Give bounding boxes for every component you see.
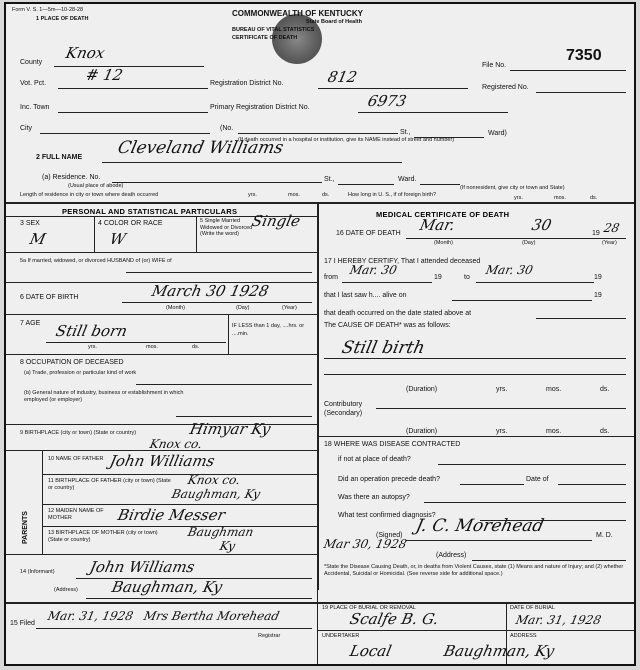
- place-of-death-label: 1 PLACE OF DEATH: [36, 16, 89, 22]
- certificate-heading: CERTIFICATE OF DEATH: [232, 35, 298, 41]
- marital-label: 5 Single Married Widowed or Divorced (Write the word): [200, 218, 253, 238]
- age-label: 7 AGE: [20, 320, 41, 327]
- confirmed-label: What test confirmed diagnosis?: [338, 512, 436, 519]
- primary-reg-label: Primary Registration District No.: [210, 104, 310, 111]
- sex-value: M: [28, 230, 48, 248]
- father-birthplace-line2: Baughman, Ky: [170, 487, 262, 501]
- occupation-a-label: (a) Trade, profession or particular kind of work: [24, 370, 137, 376]
- registrar-name: Mrs Bertha Morehead: [142, 609, 281, 623]
- residence-note: (Usual place of abode): [68, 183, 124, 189]
- undertaker-address: Baughman, Ky: [442, 642, 557, 660]
- how-long-ds: ds.: [590, 195, 598, 201]
- how-long-label: How long in U. S., if of foreign birth?: [348, 192, 437, 198]
- length-yrs: yrs.: [248, 192, 257, 198]
- death-year-prefix: 19: [592, 230, 600, 237]
- city-label: City: [20, 125, 33, 132]
- spouse-label: 5a If married, widowed, or divorced HUSBAND of (or) WIFE of: [20, 258, 172, 264]
- filed-label: 15 Filed: [10, 620, 35, 627]
- death-date-label: 16 DATE OF DEATH: [336, 230, 401, 237]
- birthplace-line1: Himyar Ky: [188, 420, 273, 438]
- sex-label: 3 SEX: [20, 220, 40, 227]
- county-label: County: [20, 59, 43, 66]
- inc-town-label: Inc. Town: [20, 104, 50, 111]
- death-month-caption: (Month): [434, 240, 453, 246]
- age-yrs: yrs.: [88, 344, 97, 350]
- registered-no-label: Registered No.: [482, 84, 529, 91]
- vot-label: Vot. Pct.: [20, 80, 47, 87]
- father-name-label: 10 NAME OF FATHER: [48, 456, 104, 462]
- to-date: Mar. 30: [484, 263, 535, 277]
- death-day: 30: [530, 216, 554, 234]
- duration2-ds: ds.: [600, 428, 610, 435]
- duration-ds: ds.: [600, 386, 610, 393]
- father-name-value: John Williams: [108, 452, 217, 470]
- birthplace-line2: Knox co.: [148, 437, 204, 451]
- file-no: 7350: [566, 47, 602, 64]
- father-birthplace-line1: Knox co.: [186, 473, 242, 487]
- mother-birthplace-line2: Ky: [218, 539, 237, 553]
- undertaker-label: UNDERTAKER: [322, 633, 360, 639]
- to-year-prefix: 19: [594, 274, 602, 281]
- primary-reg-value: 6973: [366, 92, 409, 110]
- burial-value: Scalfe B. G.: [348, 610, 441, 628]
- father-birthplace-label: 11 BIRTHPLACE OF FATHER (city or town) (State or country): [48, 478, 171, 491]
- mother-birthplace-label: 13 BIRTHPLACE OF MOTHER (city or town) (State or country): [48, 530, 158, 543]
- duration2-label: (Duration): [406, 428, 438, 435]
- signed-label: (Signed): [376, 532, 403, 539]
- informant-address-value: Baughman, Ky: [110, 578, 225, 596]
- death-certificate: [4, 2, 636, 666]
- mother-name-value: Birdie Messer: [116, 506, 227, 524]
- date-of-label: Date of: [526, 476, 549, 483]
- burial-date-label: DATE OF BURIAL: [510, 605, 555, 611]
- commonwealth-heading: COMMONWEALTH OF KENTUCKY: [232, 9, 363, 18]
- death-month: Mar.: [418, 216, 457, 234]
- last-saw-year-prefix: 19: [594, 292, 602, 299]
- occupation-label: 8 OCCUPATION OF DECEASED: [20, 359, 124, 366]
- dob-label: 6 DATE OF BIRTH: [20, 294, 79, 301]
- operation-label: Did an operation precede death?: [338, 476, 440, 483]
- color-value: W: [108, 230, 128, 248]
- cause-value: Still birth: [339, 338, 427, 358]
- medical-heading: MEDICAL CERTIFICATE OF DEATH: [376, 210, 510, 219]
- md-label: M. D.: [596, 532, 613, 539]
- duration-yrs: yrs.: [496, 386, 508, 393]
- dob-value: March 30 1928: [150, 282, 271, 300]
- full-name-value: Cleveland Williams: [115, 138, 286, 158]
- vot-value: # 12: [84, 66, 125, 84]
- age-value: Still born: [54, 322, 129, 340]
- board-heading: State Board of Health: [306, 19, 362, 25]
- undertaker-value: Local: [348, 642, 394, 660]
- duration-mos: mos.: [546, 386, 562, 393]
- undertaker-address-label: ADDRESS: [510, 633, 537, 639]
- personal-heading: PERSONAL AND STATISTICAL PARTICULARS: [62, 207, 238, 216]
- form-id: Form V. S. 1—5m—10-28-28: [12, 7, 84, 13]
- from-year-prefix: 19: [434, 274, 442, 281]
- mother-name-label: 12 MAIDEN NAME OF MOTHER: [48, 508, 104, 521]
- how-long-mos: mos.: [554, 195, 566, 201]
- dob-year: (Year): [282, 305, 297, 311]
- length-of-residence-label: Length of residence in city or town where death occurred: [20, 192, 159, 198]
- nonresident-note: (If nonresident, give city or town and State): [460, 185, 565, 191]
- color-label: 4 COLOR OR RACE: [98, 220, 163, 227]
- length-ds: ds.: [322, 192, 330, 198]
- age-mos: mos.: [146, 344, 158, 350]
- mother-birthplace-line1: Baughman: [186, 525, 255, 539]
- hereby-certify-label: 17 I HEREBY CERTIFY, That I attended deceased: [324, 258, 481, 265]
- death-year: 28: [602, 221, 621, 235]
- death-year-caption: (Year): [602, 240, 617, 246]
- death-occurred-label: that death occurred on the date stated above at: [324, 310, 472, 317]
- autopsy-label: Was there an autopsy?: [338, 494, 410, 501]
- informant-address-label: (Address): [54, 587, 78, 593]
- hospital-note: (If death occurred in a hospital or institution, give its NAME instead of street and number): [238, 137, 455, 143]
- how-long-yrs: yrs.: [514, 195, 523, 201]
- registrar-label: Registrar: [258, 633, 281, 639]
- burial-label: 19 PLACE OF BURIAL OR REMOVAL: [322, 605, 416, 611]
- city-st-label: St.,: [400, 129, 411, 136]
- age-ds: ds.: [192, 344, 200, 350]
- occupation-b-label: (b) General nature of industry, business or establishment in which employed (or employer): [24, 390, 184, 404]
- to-label: to: [464, 274, 470, 281]
- bureau-heading: BUREAU OF VITAL STATISTICS: [232, 27, 315, 33]
- duration2-yrs: yrs.: [496, 428, 508, 435]
- last-saw-label: that I last saw h.... alive on: [324, 292, 407, 299]
- residence-st-label: St.,: [324, 176, 335, 183]
- residence-label: (a) Residence. No.: [42, 174, 101, 181]
- informant-value: John Williams: [88, 558, 197, 576]
- from-date: Mar. 30: [348, 263, 399, 277]
- from-label: from: [324, 274, 338, 281]
- city-no-label: (No.: [220, 125, 234, 132]
- duration-label: (Duration): [406, 386, 438, 393]
- full-name-label: 2 FULL NAME: [36, 154, 83, 161]
- contributory-label: Contributory (Secondary): [324, 401, 363, 418]
- burial-date: Mar. 31, 1928: [514, 613, 603, 627]
- residence-ward-label: Ward.: [398, 176, 417, 183]
- reg-district-value: 812: [326, 68, 359, 86]
- informant-label: 14 (Informant): [20, 569, 55, 575]
- reg-district-label: Registration District No.: [210, 80, 284, 87]
- county-value: Knox: [64, 44, 107, 62]
- length-mos: mos.: [288, 192, 300, 198]
- city-ward-label: Ward): [488, 130, 507, 137]
- death-day-caption: (Day): [522, 240, 536, 246]
- dob-month: (Month): [166, 305, 185, 311]
- parents-label: PARENTS: [22, 511, 29, 544]
- birthplace-label: 9 BIRTHPLACE (city or town) (State or country): [20, 430, 137, 436]
- less-than-label: IF LESS than 1 day, ....hrs. or ....min.: [232, 323, 305, 338]
- marital-value: Single: [250, 212, 303, 230]
- filed-date: Mar. 31, 1928: [46, 609, 135, 623]
- cause-label: The CAUSE OF DEATH* was as follows:: [324, 322, 451, 329]
- duration2-mos: mos.: [546, 428, 562, 435]
- sign-address-label: (Address): [436, 552, 467, 559]
- footnote: *State the Disease Causing Death, or, in deaths from Violent Causes, state (1) Means and nature of Injury; and (2) whether Accidental, Suicidal or Homicidal. (See reverse side for additional space.): [324, 564, 624, 578]
- not-place-label: if not at place of death?: [338, 456, 411, 463]
- dob-day: (Day): [236, 305, 250, 311]
- where-contracted-label: 18 WHERE WAS DISEASE CONTRACTED: [324, 441, 461, 448]
- sign-date: Mar 30, 1928: [322, 537, 408, 551]
- signature: J. C. Morehead: [413, 516, 546, 536]
- file-no-label: File No.: [482, 62, 507, 69]
